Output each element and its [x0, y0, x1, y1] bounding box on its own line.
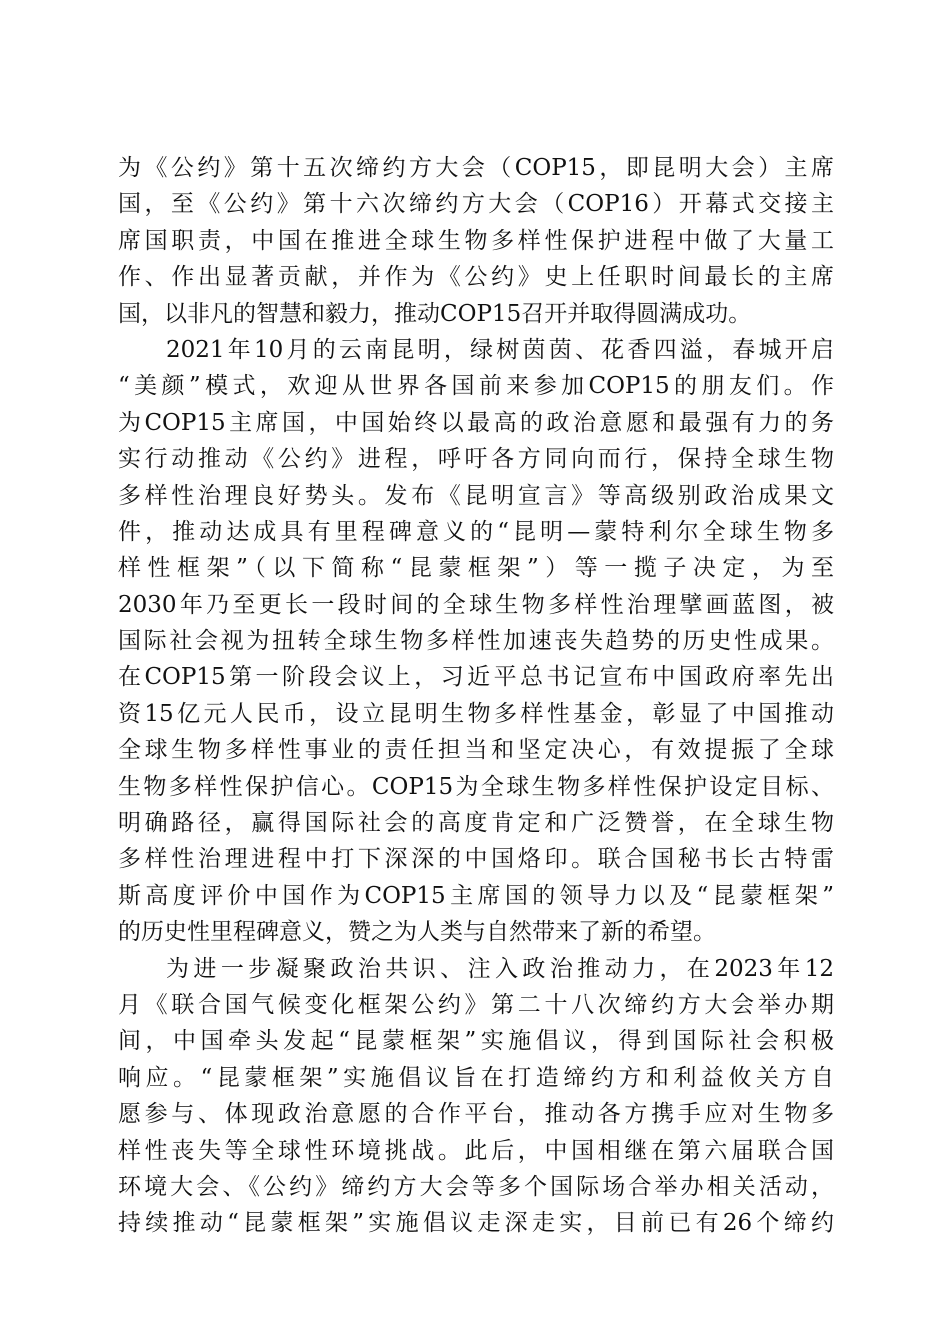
text-line: 在COP15第一阶段会议上，习近平总书记宣布中国政府率先出 — [118, 664, 834, 691]
text-line: 样性丧失等全球性环境挑战。此后，中国相继在第六届联合国 — [118, 1137, 834, 1164]
text-line: 样性框架”（以下简称“昆蒙框架”）等一揽子决定，为至 — [118, 555, 834, 582]
text-line: 资15亿元人民币，设立昆明生物多样性基金，彰显了中国推动 — [118, 700, 834, 727]
text-line: 持续推动“昆蒙框架”实施倡议走深走实，目前已有26个缔约 — [118, 1210, 834, 1237]
text-line: 全球生物多样性事业的责任担当和坚定决心，有效提振了全球 — [118, 737, 834, 764]
text-line: 作、作出显著贡献，并作为《公约》史上任职时间最长的主席 — [118, 264, 834, 291]
text-line: 明确路径，赢得国际社会的高度肯定和广泛赞誉，在全球生物 — [118, 810, 834, 837]
text-line: 生物多样性保护信心。COP15为全球生物多样性保护设定目标、 — [118, 773, 834, 800]
text-line: 间，中国牵头发起“昆蒙框架”实施倡议，得到国际社会积极 — [118, 1028, 834, 1055]
text-line: 实行动推动《公约》进程，呼吁各方同向而行，保持全球生物 — [118, 446, 834, 473]
text-line: 件，推动达成具有里程碑意义的“昆明—蒙特利尔全球生物多 — [118, 518, 834, 545]
text-line: 为进一步凝聚政治共识、注入政治推动力，在2023年12 — [166, 955, 834, 982]
text-line: 为COP15主席国，中国始终以最高的政治意愿和最强有力的务 — [118, 409, 834, 436]
text-line: “美颜”模式，欢迎从世界各国前来参加COP15的朋友们。作 — [118, 373, 834, 400]
text-line: 国，至《公约》第十六次缔约方大会（COP16）开幕式交接主 — [118, 191, 834, 218]
text-line: 环境大会、《公约》缔约方大会等多个国际场合举办相关活动， — [118, 1173, 834, 1200]
text-line: 席国职责，中国在推进全球生物多样性保护进程中做了大量工 — [118, 227, 834, 254]
text-line: 国，以非凡的智慧和毅力，推动COP15召开并取得圆满成功。 — [118, 300, 752, 327]
text-line: 为《公约》第十五次缔约方大会（COP15，即昆明大会）主席 — [118, 155, 834, 181]
text-line: 月《联合国气候变化框架公约》第二十八次缔约方大会举办期 — [118, 991, 834, 1018]
text-line: 2021年10月的云南昆明，绿树茵茵、花香四溢，春城开启 — [166, 336, 834, 363]
text-line: 响应。“昆蒙框架”实施倡议旨在打造缔约方和利益攸关方自 — [118, 1064, 834, 1091]
text-line: 多样性治理进程中打下深深的中国烙印。联合国秘书长古特雷 — [118, 846, 834, 873]
text-line: 国际社会视为扭转全球生物多样性加速丧失趋势的历史性成果。 — [118, 628, 834, 655]
text-line: 愿参与、体现政治意愿的合作平台，推动各方携手应对生物多 — [118, 1101, 834, 1128]
text-line: 斯高度评价中国作为COP15主席国的领导力以及“昆蒙框架” — [118, 882, 834, 909]
text-line: 2030年乃至更长一段时间的全球生物多样性治理擘画蓝图，被 — [118, 591, 834, 618]
text-line: 的历史性里程碑意义，赞之为人类与自然带来了新的希望。 — [118, 919, 716, 946]
body-text — [118, 150, 834, 1242]
text-line: 多样性治理良好势头。发布《昆明宣言》等高级别政治成果文 — [118, 482, 834, 509]
